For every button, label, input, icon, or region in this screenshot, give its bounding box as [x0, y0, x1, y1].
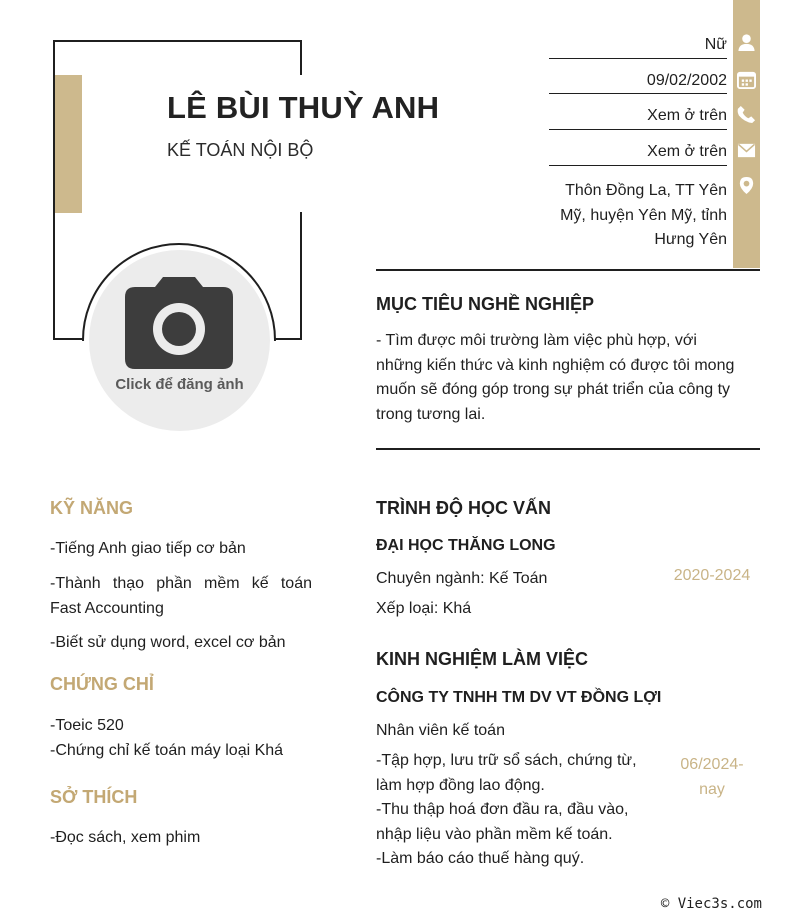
certificate-list	[50, 714, 312, 763]
candidate-role: KẾ TOÁN NỘI BỘ	[167, 140, 314, 160]
hobbies-title: SỞ THÍCH	[50, 787, 138, 807]
duty-line: làm hợp đồng lao động.	[376, 776, 545, 794]
experience-duties	[376, 749, 666, 872]
contact-phone: Xem ở trên	[647, 107, 727, 124]
candidate-name: LÊ BÙI THUỲ ANH	[167, 90, 440, 125]
experience-company: CÔNG TY TNHH TM DV VT ĐỒNG LỢI	[376, 689, 662, 706]
duty-line: -Thu thập hoá đơn đầu ra, đầu vào,	[376, 801, 629, 818]
section-rule	[376, 448, 760, 450]
experience-position: Nhân viên kế toán	[376, 722, 505, 739]
hobby-item: -Đọc sách, xem phim	[50, 829, 201, 846]
phone-icon	[737, 105, 756, 124]
contact-divider	[549, 129, 727, 130]
education-school: ĐẠI HỌC THĂNG LONG	[376, 537, 556, 554]
skill-item	[50, 572, 312, 621]
education-period: 2020-2024	[673, 567, 751, 584]
location-icon	[737, 176, 756, 195]
certificate-item: -Chứng chỉ kế toán máy loại Khá	[50, 741, 284, 759]
skill-line: -Biết sử dụng word, excel cơ bản	[50, 634, 286, 651]
objective-line: - Tìm được môi trường làm việc phù hợp, với	[376, 332, 697, 349]
avatar-upload-caption[interactable]: Click để đăng ảnh	[115, 376, 244, 393]
contact-address	[560, 179, 727, 253]
accent-tab	[55, 75, 82, 213]
certificate-item: -Toeic 520	[50, 717, 124, 734]
duty-line: nhập liệu vào phần mềm kế toán.	[376, 825, 613, 843]
user-icon	[737, 33, 756, 52]
skill-line: Fast Accounting	[50, 599, 164, 617]
section-rule	[376, 269, 760, 271]
skill-item	[50, 631, 312, 656]
contact-divider	[549, 93, 727, 94]
objective-line: muốn sẽ đóng góp trong sự phát triển của công ty	[376, 381, 731, 398]
address-line: Hưng Yên	[654, 231, 727, 248]
contact-gender: Nữ	[704, 36, 727, 53]
footer-credit: © Viec3s.com	[660, 896, 762, 912]
education-title: TRÌNH ĐỘ HỌC VẤN	[376, 498, 551, 518]
duty-line: -Làm báo cáo thuế hàng quý.	[376, 850, 585, 867]
duty-line: -Tập hợp, lưu trữ sổ sách, chứng từ,	[376, 752, 637, 769]
certificates-title: CHỨNG CHỈ	[50, 674, 154, 694]
period-line: nay	[699, 780, 725, 798]
camera-icon[interactable]	[125, 277, 233, 369]
address-line: Thôn Đồng La, TT Yên	[565, 182, 727, 199]
objective-line: những kiến thức và kinh nghiệm có được tôi mong	[376, 356, 735, 374]
education-grade: Xếp loại: Khá	[376, 600, 472, 617]
contact-divider	[549, 165, 727, 166]
skill-line: -Tiếng Anh giao tiếp cơ bản	[50, 540, 246, 557]
experience-period	[664, 753, 760, 802]
period-line: 06/2024-	[680, 756, 744, 773]
calendar-icon	[737, 70, 756, 89]
address-line: Mỹ, huyện Yên Mỹ, tỉnh	[560, 206, 727, 224]
objective-title: MỤC TIÊU NGHỀ NGHIỆP	[376, 294, 595, 314]
experience-title: KINH NGHIỆM LÀM VIỆC	[376, 649, 589, 669]
objective-line: trong tương lai.	[376, 405, 486, 423]
hobby-list	[50, 826, 312, 851]
contact-email: Xem ở trên	[647, 143, 727, 160]
mail-icon	[737, 141, 756, 160]
contact-divider	[549, 58, 727, 59]
skills-title: KỸ NĂNG	[50, 498, 134, 518]
skill-line: -Thành thạo phần mềm kế toán	[50, 575, 312, 592]
skill-item	[50, 537, 312, 562]
education-major: Chuyên ngành: Kế Toán	[376, 570, 548, 587]
contact-birthday: 09/02/2002	[646, 72, 727, 89]
objective-text	[376, 329, 760, 427]
